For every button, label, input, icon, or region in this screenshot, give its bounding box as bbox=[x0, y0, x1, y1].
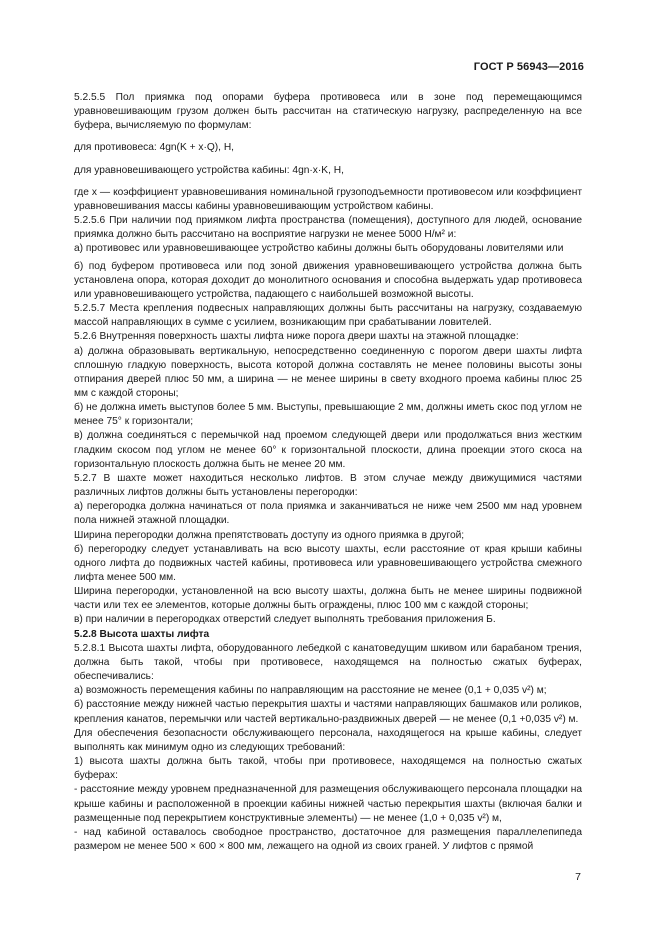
list-item: а) перегородка должна начинаться от пола приямка и заканчиваться не ниже чем 2500 мм над уровнем пола нижней этажной площадки. bbox=[74, 501, 582, 527]
paragraph: Ширина перегородки, установленной на всю высоту шахты, должна быть не менее ширины подвижной части или тех ее элементов, которые должны быть ограждены, плюс 100 мм с каждой стороны; bbox=[74, 586, 582, 612]
formula-car-balancing: для уравновешивающего устройства кабины: 4gn·x·K, Н, bbox=[74, 164, 344, 176]
bullet-item: - расстояние между уровнем предназначенной для размещения обслуживающего персонала площадки на крыше кабины и расположенной в проекции кабины нижней частью перекрытия шахты (включая балки и размещенные под перекрытием конструктивные элементы) — не менее (1,0 + 0,035 v²) м, bbox=[74, 784, 582, 824]
paragraph: Для обеспечения безопасности обслуживающего персонала, находящегося на крыше кабины, следует выполнять как минимум одно из следующих требований: bbox=[74, 727, 582, 753]
paragraph: 5.2.7 В шахте может находиться несколько лифтов. В этом случае между движущимися частями различных лифтов должны быть установлены перегородки: bbox=[74, 472, 582, 499]
list-item: в) при наличии в перегородках отверстий следует выполнять требования приложения Б. bbox=[74, 614, 496, 626]
paragraph: 5.2.5.7 Места крепления подвесных направляющих должны быть рассчитаны на нагрузку, создаваемую массой направляющих в сумме с усилием, возникающим при срабатывании ловителей. bbox=[74, 303, 582, 329]
paragraph: 5.2.5.5 Пол приямка под опорами буфера противовеса или в зоне под перемещающимся уравновешивающим грузом должен быть рассчитан на статическую нагрузку, распределенную на все буфера, вычисляемую по формулам: bbox=[74, 92, 582, 132]
paragraph: 5.2.5.6 При наличии под приямком лифта пространства (помещения), доступного для людей, основание приямка должно быть рассчитано на восприятие нагрузки не менее 5000 Н/м² и: bbox=[74, 215, 582, 241]
list-item: в) должна соединяться с перемычкой над проемом следующей двери или продолжаться вниз жестким гладким скосом под углом не менее 60° к горизонтальной плоскости, длина проекции этого скоса на горизонтальную плоскость должна быть не менее 20 мм. bbox=[74, 430, 582, 470]
formula-counterweight: для противовеса: 4gn(K + x·Q), Н, bbox=[74, 142, 235, 154]
standard-header: ГОСТ Р 56943—2016 bbox=[473, 61, 584, 73]
page-number: 7 bbox=[575, 871, 581, 883]
bullet-item: - над кабиной оставалось свободное пространство, достаточное для размещения параллелепипеда размером не менее 500 × 600 × 800 мм, лежащего на одной из своих граней. У лифтов с прямой bbox=[74, 826, 582, 852]
list-item: б) перегородку следует устанавливать на всю высоту шахты, если расстояние от края крыши кабины одного лифта до подвижных частей кабины, противовеса или уравновешивающего устройства смежного лифта менее 500 мм. bbox=[74, 543, 582, 583]
list-item: а) возможность перемещения кабины по направляющим на расстояние не менее (0,1 + 0,035 v²) м; bbox=[74, 685, 547, 697]
paragraph: 5.2.8.1 Высота шахты лифта, оборудованного лебедкой с канатоведущим шкивом или барабаном трения, должна быть такой, чтобы при противовесе, находящемся на полностью сжатых буферах, обеспечивались: bbox=[74, 642, 582, 683]
paragraph: Ширина перегородки должна препятствовать доступу из одного приямка в другой; bbox=[74, 529, 465, 541]
body-text bbox=[61, 91, 582, 854]
section-heading: 5.2.8 Высота шахты лифта bbox=[74, 628, 210, 640]
list-item: а) должна образовывать вертикальную, непосредственно соединенную с порогом двери шахты лифта сплошную гладкую поверхность, высота которой должна составлять не менее половины высоты зоны отпирания дверей плюс 50 мм, а ширина — не менее ширины в свету входного проема кабины плюс 25 мм с каждой стороны; bbox=[74, 345, 582, 399]
list-item: б) под буфером противовеса или под зоной движения уравновешивающего устройства должна быть установлена опора, которая доходит до монолитного основания и способна выдержать удар противовеса или уравновешивающего устройства, падающего с наибольшей возможной высоты. bbox=[74, 260, 582, 300]
list-item: б) расстояние между нижней частью перекрытия шахты и частями направляющих башмаков или роликов, крепления канатов, перемычки или частей вертикально-раздвижных дверей — не менее (0,1 +0,035 v²) м. bbox=[74, 699, 582, 725]
list-item: 1) высота шахты должна быть такой, чтобы при противовесе, находящемся на полностью сжатых буферах: bbox=[74, 756, 582, 782]
paragraph: где x — коэффициент уравновешивания номинальной грузоподъемности противовесом или коэффициент уравновешивания массы кабины уравновешивающим устройством кабины. bbox=[74, 186, 582, 212]
list-item: а) противовес или уравновешивающее устройство кабины должны быть оборудованы ловителями или bbox=[74, 243, 564, 255]
paragraph: 5.2.6 Внутренняя поверхность шахты лифта ниже порога двери шахты на этажной площадке: bbox=[74, 331, 519, 343]
list-item: б) не должна иметь выступов более 5 мм. Выступы, превышающие 2 мм, должны иметь скос под углом не менее 75° к горизонтали; bbox=[74, 402, 582, 428]
